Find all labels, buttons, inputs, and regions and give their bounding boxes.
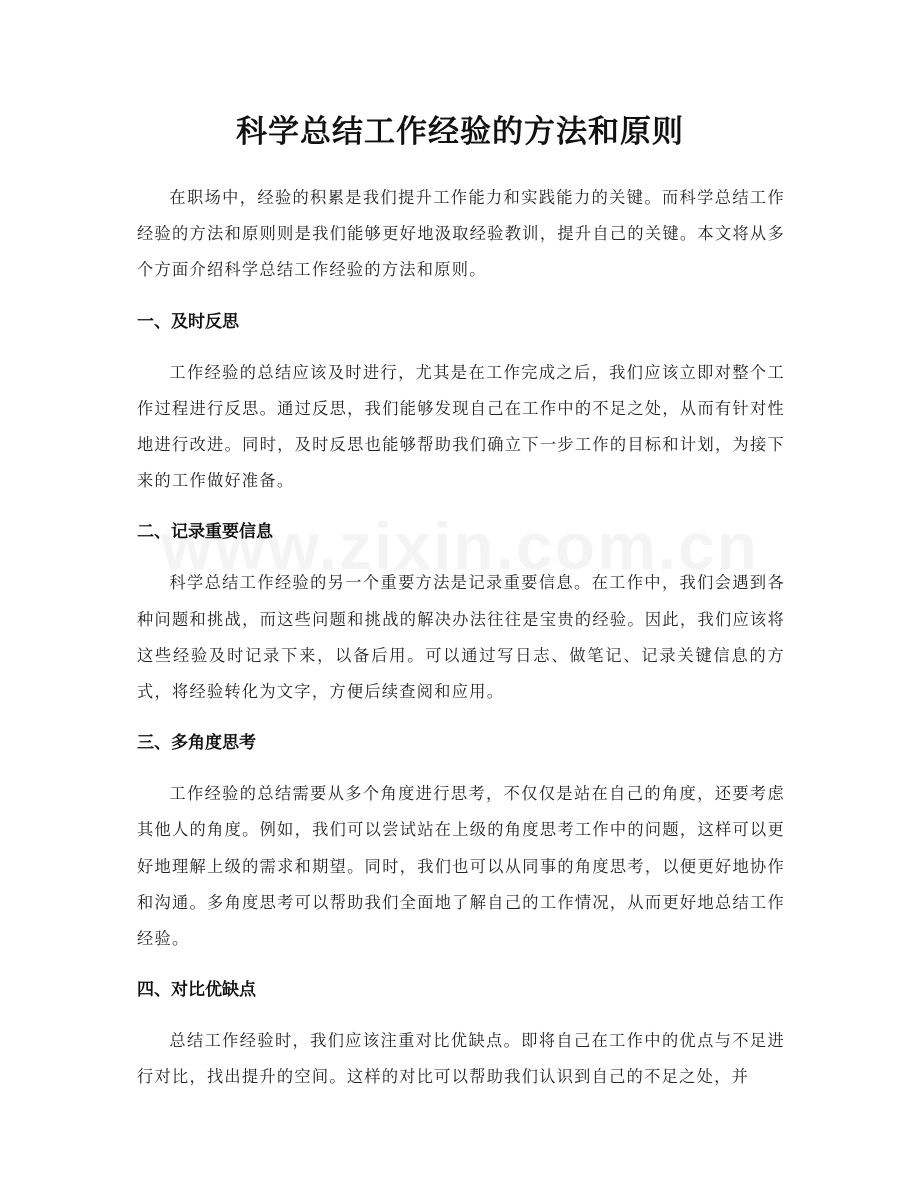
document-body [137, 180, 785, 1096]
section-heading-1: 一、及时反思 [137, 311, 239, 332]
section-body-2: 科学总结工作经验的另一个重要方法是记录重要信息。在工作中，我们会遇到各种问题和挑战，而这些问题和挑战的解决办法往往是宝贵的经验。因此，我们应该将这些经验及时记录下来，以备后用。可以通过写日志、做笔记、记录关键信息的方式，将经验转化为文字，方便后续查阅和应用。 [137, 573, 785, 702]
section-body-4: 总结工作经验时，我们应该注重对比优缺点。即将自己在工作中的优点与不足进行对比，找出提升的空间。这样的对比可以帮助我们认识到自己的不足之处，并 [137, 1031, 785, 1087]
section-body-1: 工作经验的总结应该及时进行，尤其是在工作完成之后，我们应该立即对整个工作过程进行反思。通过反思，我们能够发现自己在工作中的不足之处，从而有针对性地进行改进。同时，及时反思也能够帮助我们确立下一步工作的目标和计划，为接下来的工作做好准备。 [137, 362, 785, 491]
section-body-3: 工作经验的总结需要从多个角度进行思考，不仅仅是站在自己的角度，还要考虑其他人的角度。例如，我们可以尝试站在上级的角度思考工作中的问题，这样可以更好地理解上级的需求和期望。同时，我们也可以从同事的角度思考，以便更好地协作和沟通。多角度思考可以帮助我们全面地了解自己的工作情况，从而更好地总结工作经验。 [137, 784, 785, 949]
page-title: 科学总结工作经验的方法和原则 [236, 114, 684, 150]
section-heading-3: 三、多角度思考 [137, 733, 256, 754]
section-heading-4: 四、对比优缺点 [137, 980, 256, 1001]
section-heading-2: 二、记录重要信息 [137, 522, 273, 543]
intro-paragraph: 在职场中，经验的积累是我们提升工作能力和实践能力的关键。而科学总结工作经验的方法和原则则是我们能够更好地汲取经验教训，提升自己的关键。本文将从多个方面介绍科学总结工作经验的方法和原则。 [137, 188, 785, 280]
